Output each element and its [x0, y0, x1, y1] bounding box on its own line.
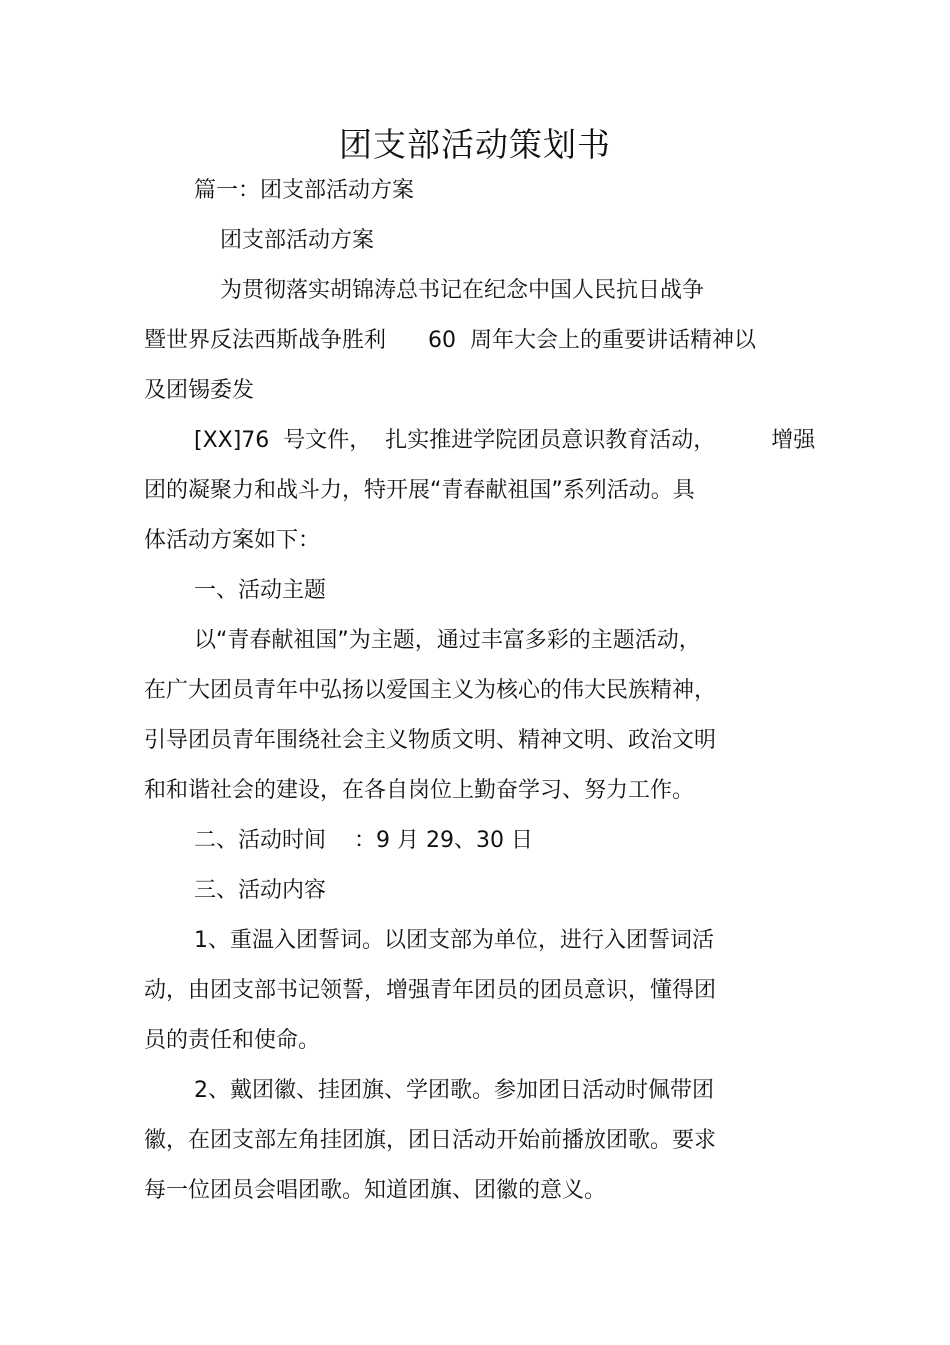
paragraph-line: 及团锡委发: [144, 378, 255, 403]
paragraph-line: 2、戴团徽、挂团旗、学团歌。参加团日活动时佩带团: [194, 1078, 714, 1103]
section-heading: 一、活动主题: [194, 578, 327, 603]
paragraph-line: 以“青春献祖国”为主题，通过丰富多彩的主题活动，: [194, 628, 701, 653]
subtitle: 团支部活动方案: [220, 228, 375, 253]
paragraph-line: 徽，在团支部左角挂团旗，团日活动开始前播放团歌。要求: [144, 1128, 717, 1153]
section-heading: 篇一：团支部活动方案: [194, 178, 415, 203]
section-heading: 二、活动时间 ：9 月 29、30 日: [194, 828, 533, 853]
paragraph-line: 在广大团员青年中弘扬以爱国主义为核心的伟大民族精神，: [144, 678, 717, 703]
paragraph-line: 团的凝聚力和战斗力，特开展“青春献祖国”系列活动。具: [144, 478, 695, 503]
paragraph-line: 动，由团支部书记领誓，增强青年团员的团员意识，懂得团: [144, 978, 717, 1003]
paragraph-line: 和和谐社会的建设，在各自岗位上勤奋学习、努力工作。: [144, 778, 695, 803]
paragraph-line: 1、重温入团誓词。以团支部为单位，进行入团誓词活: [194, 928, 714, 953]
paragraph-line: 每一位团员会唱团歌。知道团旗、团徽的意义。: [144, 1178, 607, 1203]
paragraph-line: 暨世界反法西斯战争胜利 60 周年大会上的重要讲话精神以: [144, 328, 756, 353]
paragraph-line: 员的责任和使命。: [144, 1028, 321, 1053]
paragraph-line: 体活动方案如下：: [144, 528, 321, 553]
section-heading: 三、活动内容: [194, 878, 327, 903]
paragraph-line: [XX]76 号文件， 扎实推进学院团员意识教育活动， 增强: [194, 428, 816, 453]
document-title: 团支部活动策划书: [339, 125, 611, 164]
paragraph-line: 为贯彻落实胡锦涛总书记在纪念中国人民抗日战争: [220, 278, 705, 303]
paragraph-line: 引导团员青年围绕社会主义物质文明、精神文明、政治文明: [144, 728, 717, 753]
